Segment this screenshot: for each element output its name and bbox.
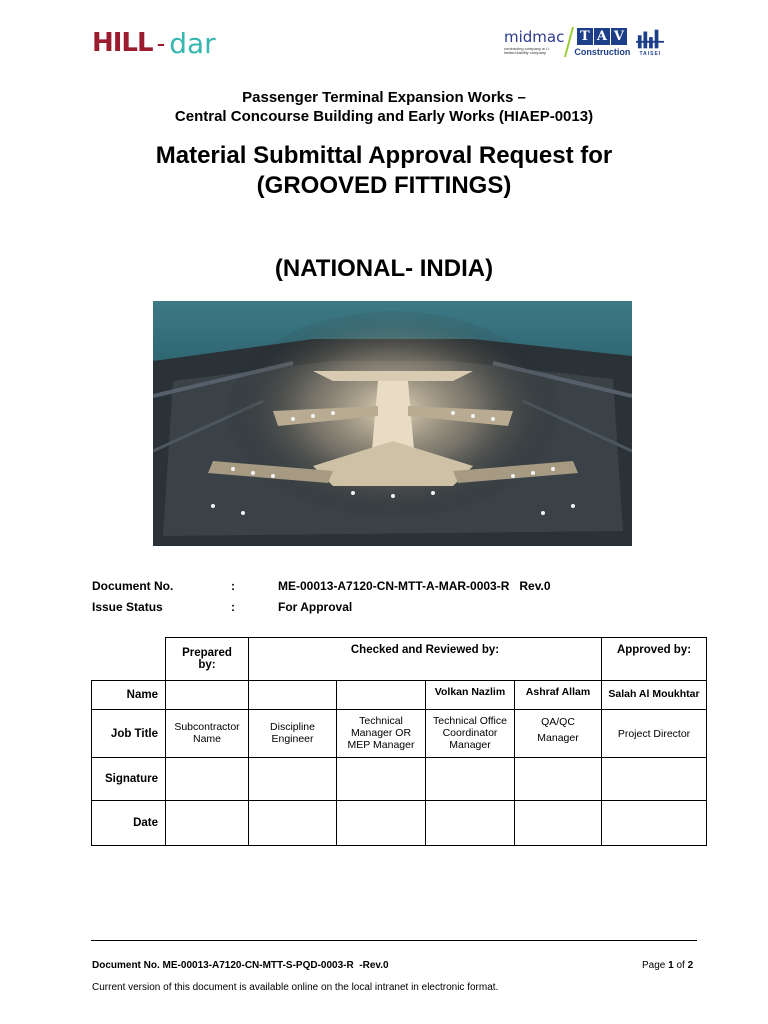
document-number-label: Document No. — [92, 579, 174, 593]
prepared-by-header: Prepared by: — [182, 646, 232, 671]
row-label-signature: Signature — [104, 773, 158, 785]
date-cell-qaqc[interactable] — [515, 801, 601, 845]
national-origin-title: (NATIONAL- INDIA) — [274, 255, 494, 282]
job-title-technical-office: Technical Office Coordinator Manager — [433, 715, 507, 751]
contractor-logos — [504, 22, 664, 62]
date-cell-subcontractor[interactable] — [166, 801, 248, 845]
footer-page-number — [642, 960, 693, 971]
issue-status-label: Issue Status — [92, 600, 163, 614]
taisei-logo — [636, 27, 664, 57]
job-title-technical-manager: Technical Manager OR MEP Manager — [347, 715, 415, 751]
tav-letter-v: V — [611, 28, 627, 45]
signature-cell-technical-manager[interactable] — [337, 758, 425, 800]
date-cell-technical-office[interactable] — [426, 801, 514, 845]
row-label-name: Name — [126, 689, 158, 701]
signature-cell-discipline-engineer[interactable] — [249, 758, 336, 800]
approved-by-header: Approved by: — [616, 644, 692, 656]
job-title-qaqc: QA/QC Manager — [537, 716, 579, 744]
date-cell-discipline-engineer[interactable] — [249, 801, 336, 845]
midmac-logo-subtext: contracting company w.l.l. limited liability company — [504, 45, 550, 55]
name-cell-technical-office: Volkan Nazlim — [434, 686, 506, 698]
name-cell-subcontractor — [166, 681, 248, 709]
signature-cell-subcontractor[interactable] — [166, 758, 248, 800]
tav-construction-text: Construction — [574, 46, 631, 57]
date-cell-project-director[interactable] — [602, 801, 706, 845]
checked-reviewed-header: Checked and Reviewed by: — [350, 644, 500, 656]
midmac-logo-text: midmac — [504, 27, 565, 46]
footer-intranet-note: Current version of this document is available online on the local intranet in electronic format. — [92, 982, 499, 993]
page-of: of — [673, 960, 688, 971]
job-title-discipline-engineer: Discipline Engineer — [270, 721, 315, 745]
page-current: 1 — [668, 960, 674, 971]
issue-status-colon: : — [231, 600, 235, 614]
row-label-date: Date — [133, 817, 158, 829]
issue-status-value: For Approval — [278, 600, 353, 614]
logo-separator — [564, 27, 574, 57]
logo-dash: - — [156, 27, 166, 58]
footer-divider — [91, 940, 697, 941]
midmac-logo — [504, 27, 565, 55]
page-total: 2 — [687, 960, 694, 971]
tav-logo — [574, 28, 630, 57]
job-title-project-director: Project Director — [617, 727, 691, 740]
signature-cell-project-director[interactable] — [602, 758, 706, 800]
footer-document-number: Document No. ME-00013-A7120-CN-MTT-S-PQD-0003-R -Rev.0 — [92, 960, 389, 971]
signature-cell-qaqc[interactable] — [515, 758, 601, 800]
date-cell-technical-manager[interactable] — [337, 801, 425, 845]
job-title-subcontractor: Subcontractor Name — [174, 721, 240, 745]
document-title-line2: (GROOVED FITTINGS) — [256, 172, 512, 199]
airport-terminal-rendering — [153, 301, 632, 546]
tav-letter-a: A — [594, 28, 610, 45]
name-cell-technical-manager — [337, 681, 425, 709]
tav-letter-t: T — [577, 28, 593, 45]
name-cell-discipline-engineer — [249, 681, 336, 709]
row-label-job-title: Job Title — [110, 727, 158, 740]
document-number-colon: : — [231, 579, 235, 593]
hill-logo-text: HILL — [92, 28, 153, 58]
project-title-line1: Passenger Terminal Expansion Works – — [242, 89, 526, 106]
project-title-line2: Central Concourse Building and Early Works (HIAEP-0013) — [174, 108, 594, 125]
hill-dar-logo — [92, 28, 216, 58]
name-cell-project-director: Salah Al Moukhtar — [608, 688, 700, 700]
taisei-mark-icon — [636, 27, 664, 51]
taisei-logo-text: TAISEI — [639, 51, 662, 57]
document-title-line1: Material Submittal Approval Request for — [155, 142, 613, 169]
dar-logo-text: dar — [169, 26, 216, 60]
name-cell-qaqc: Ashraf Allam — [525, 686, 591, 698]
document-number-value: ME-00013-A7120-CN-MTT-A-MAR-0003-R Rev.0 — [278, 579, 551, 593]
signature-cell-technical-office[interactable] — [426, 758, 514, 800]
page-prefix: Page — [642, 960, 669, 971]
